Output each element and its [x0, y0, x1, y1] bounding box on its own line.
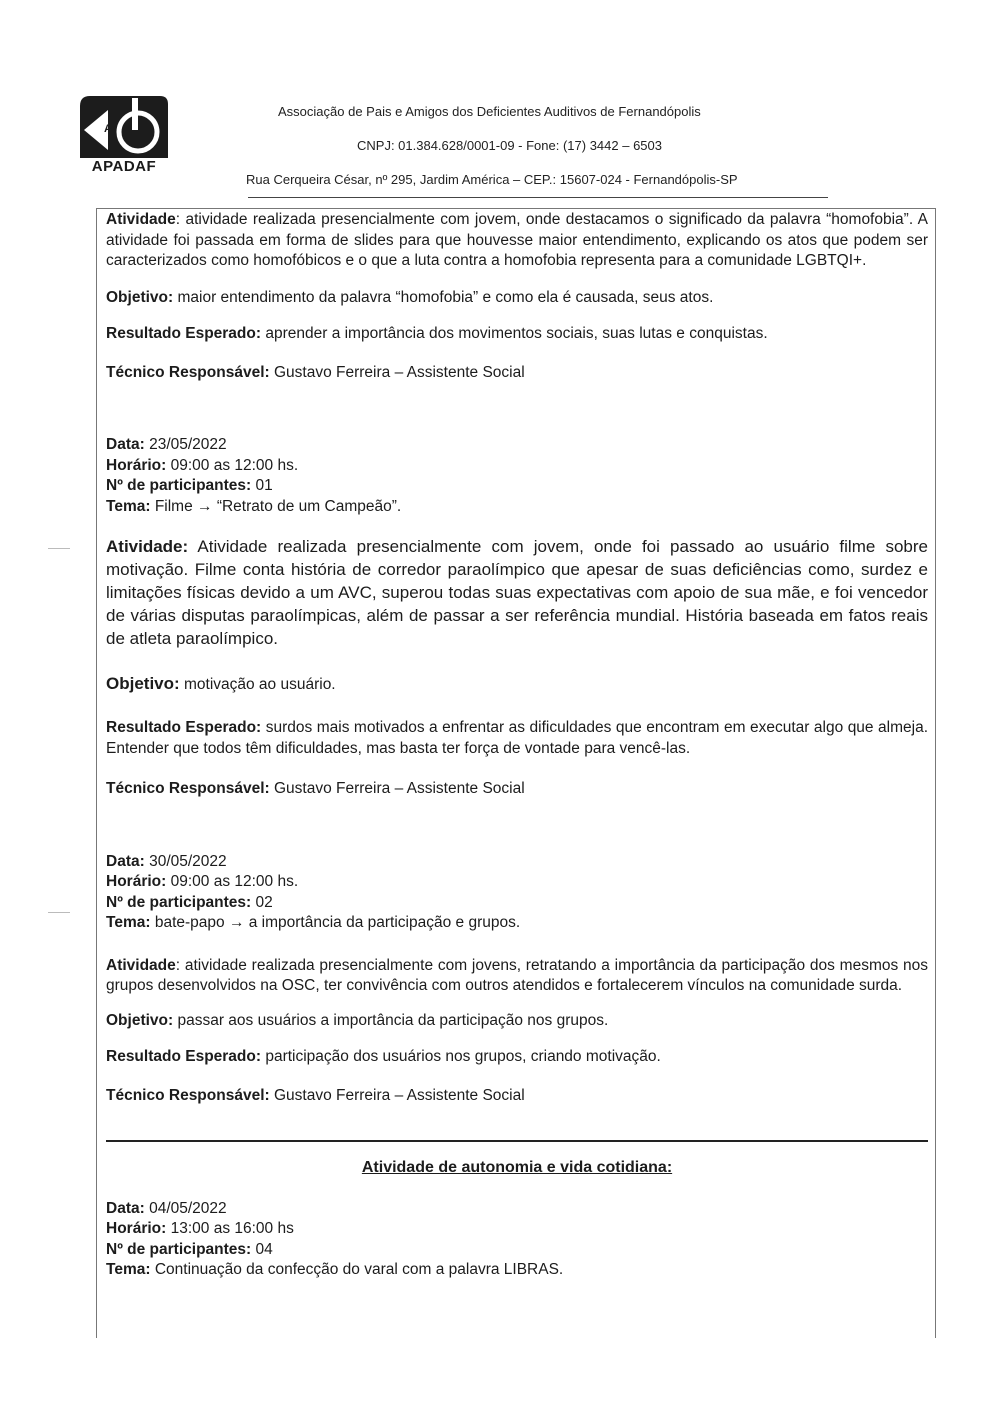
- block2-data: Data: 23/05/2022: [106, 436, 227, 453]
- content-frame-left: [96, 208, 97, 1338]
- block3-horario: Horário: 09:00 as 12:00 hs.: [106, 873, 299, 890]
- block1-tecnico: Técnico Responsável: Gustavo Ferreira – Assistente Social: [106, 363, 525, 381]
- block1-atividade: Atividade: atividade realizada presencialmente com jovem, onde destacamos o significado da palavra “homofobia”. A atividade foi passada em forma de slides para que houvesse maior entendimento, explicando os atos que podem ser caracterizados como homofóbicos e o que a luta contra a homofobia representa para a comunidade LGBTQI+.: [106, 211, 928, 269]
- block3-tema: Tema: bate-papo → a importância da participação e grupos.: [106, 914, 521, 931]
- section2-data: Data: 04/05/2022: [106, 1199, 227, 1217]
- block3-participantes: Nº de participantes: 02: [106, 893, 273, 911]
- section2-tema: Tema: Continuação da confecção do varal com a palavra LIBRAS.: [106, 1261, 564, 1278]
- block2-resultado: Resultado Esperado: surdos mais motivados a enfrentar as dificuldades que encontram em executar algo que almeja. Entender que todos têm dificuldades, mas basta ter força de vontade para vencê-las.: [106, 719, 929, 757]
- block2-atividade: Atividade: Atividade realizada presencialmente com jovem, onde foi passado ao usuário filme sobre motivação. Filme conta história de corredor paraolímpico que apesar de suas deficiências como, surdez e limitações físicas devido a um AVC, superou todas suas expectativas com apoio de sua mãe, e foi vencedor de várias disputas paraolímpicas, além de passar a ser referência mundial. História baseada em fatos reais de atleta paraolímpico.: [106, 537, 928, 648]
- section2-participantes: Nº de participantes: 04: [106, 1240, 273, 1258]
- block2-tema: Tema: Filme → “Retrato de um Campeão”.: [106, 497, 402, 515]
- block1-objetivo: Objetivo: maior entendimento da palavra “homofobia” e como ela é causada, seus atos.: [106, 288, 714, 306]
- cnpj-phone: CNPJ: 01.384.628/0001-09 - Fone: (17) 3442 – 6503: [357, 138, 662, 153]
- apadaf-logo: [80, 96, 168, 176]
- org-name: Associação de Pais e Amigos dos Deficientes Auditivos de Fernandópolis: [278, 104, 701, 119]
- block1-resultado: Resultado Esperado: aprender a importância dos movimentos sociais, suas lutas e conquistas.: [106, 325, 768, 342]
- logo-text: APADAF: [91, 158, 157, 175]
- block3-resultado: Resultado Esperado: participação dos usuários nos grupos, criando motivação.: [106, 1048, 661, 1065]
- block2-participantes: Nº de participantes: 01: [106, 477, 273, 494]
- section-divider: [106, 1140, 928, 1142]
- block3-tecnico: Técnico Responsável: Gustavo Ferreira – Assistente Social: [106, 1086, 525, 1104]
- section-title: Atividade de autonomia e vida cotidiana:: [361, 1159, 673, 1176]
- logo-mark-icon: [80, 96, 168, 158]
- block3-objetivo: Objetivo: passar aos usuários a importância da participação nos grupos.: [106, 1011, 609, 1029]
- scan-mark: [48, 912, 70, 913]
- block2-horario: Horário: 09:00 as 12:00 hs.: [106, 456, 299, 474]
- block3-atividade: Atividade: atividade realizada presencialmente com jovens, retratando a importância da participação dos mesmos nos grupos desenvolvidos na OSC, ter convivência com outros atendidos e fortalecerem vínculos na comunidade surda.: [106, 956, 928, 994]
- content-frame-right: [935, 208, 936, 1338]
- content-frame-top: [96, 208, 936, 209]
- block2-objetivo: Objetivo: motivação ao usuário.: [106, 674, 336, 693]
- header-divider: [248, 197, 828, 198]
- report-body: [106, 210, 928, 1281]
- org-address: Rua Cerqueira César, nº 295, Jardim América – CEP.: 15607-024 - Fernandópolis-SP: [246, 172, 738, 187]
- svg-text:A: A: [104, 123, 112, 135]
- scan-mark: [48, 548, 70, 549]
- block3-data: Data: 30/05/2022: [106, 852, 227, 870]
- block2-tecnico: Técnico Responsável: Gustavo Ferreira – Assistente Social: [106, 780, 525, 797]
- section2-horario: Horário: 13:00 as 16:00 hs: [106, 1220, 294, 1237]
